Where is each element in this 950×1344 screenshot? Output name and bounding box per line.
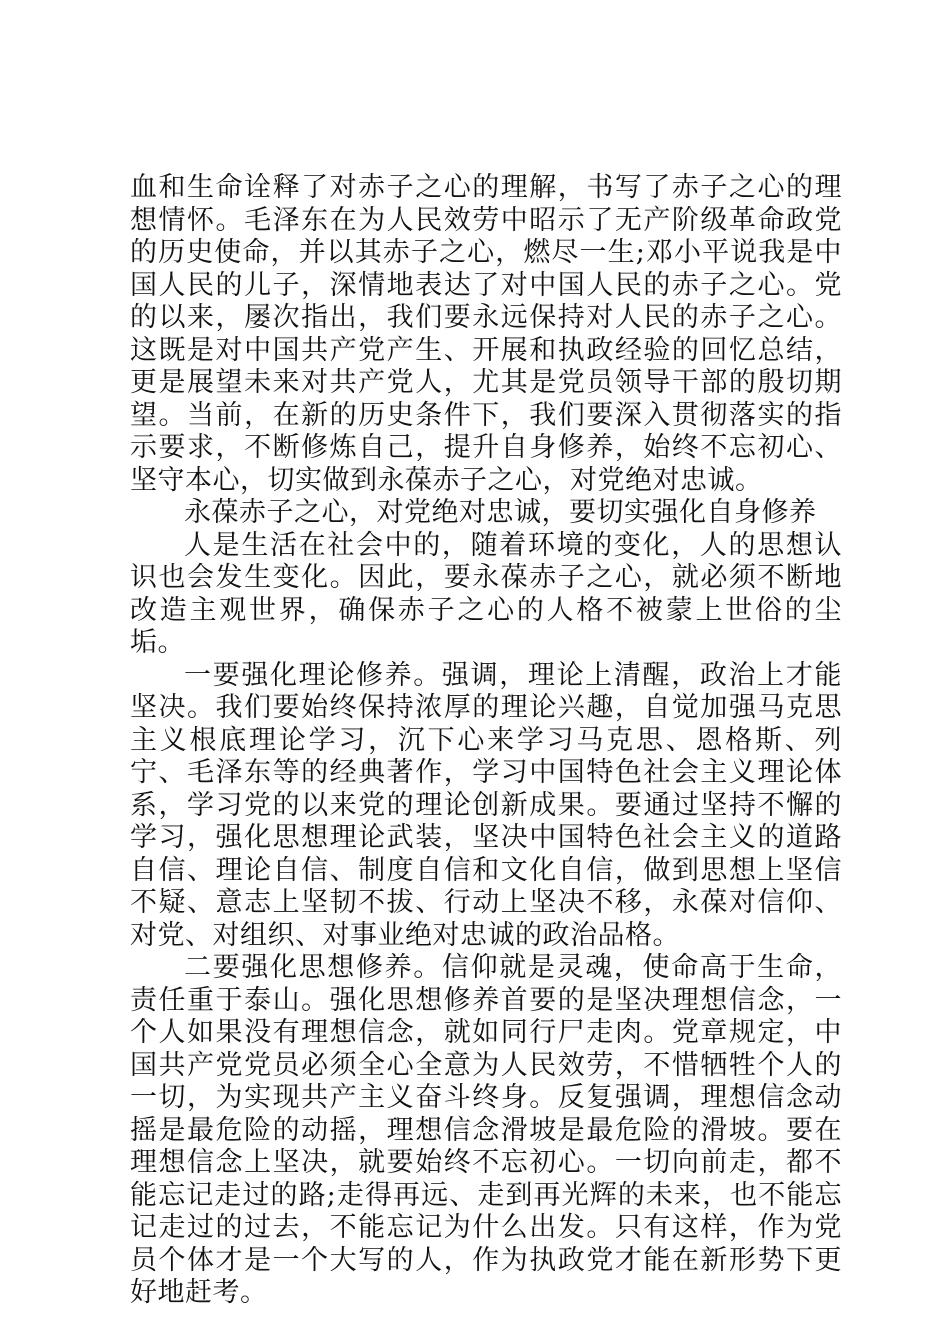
document-body (130, 172, 842, 1310)
paragraph-theory-cultivation: 一要强化理论修养。强调，理论上清醒，政治上才能坚决。我们要始终保持浓厚的理论兴趣，自觉加强马克思主义根底理论学习，沉下心来学习马克思、恩格斯、列宁、毛泽东等的经典著作，学习中国特色社会主义理论体系，学习党的以来党的理论创新成果。要通过坚持不懈的学习，强化思想理论武装，坚决中国特色社会主义的道路自信、理论自信、制度自信和文化自信，做到思想上坚信不疑、意志上坚韧不拔、行动上坚决不移，永葆对信仰、对党、对组织、对事业绝对忠诚的政治品格。 (130, 659, 842, 951)
paragraph-thought-cultivation: 二要强化思想修养。信仰就是灵魂，使命高于生命，责任重于泰山。强化思想修养首要的是坚决理想信念，一个人如果没有理想信念，就如同行尸走肉。党章规定，中国共产党党员必须全心全意为人民效劳，不惜牺牲个人的一切，为实现共产主义奋斗终身。反复强调，理想信念动摇是最危险的动摇，理想信念滑坡是最危险的滑坡。要在理想信念上坚决，就要始终不忘初心。一切向前走，都不能忘记走过的路;走得再远、走到再光辉的未来，也不能忘记走过的过去，不能忘记为什么出发。只有这样，作为党员个体才是一个大写的人，作为执政党才能在新形势下更好地赶考。 (130, 952, 842, 1308)
paragraph-intro: 人是生活在社会中的，随着环境的变化，人的思想认识也会发生变化。因此，要永葆赤子之心，就必须不断地改造主观世界，确保赤子之心的人格不被蒙上世俗的尘垢。 (130, 529, 842, 658)
section-heading: 永葆赤子之心，对党绝对忠诚，要切实强化自身修养 (184, 497, 817, 528)
paragraph-continuation: 血和生命诠释了对赤子之心的理解，书写了赤子之心的理想情怀。毛泽东在为人民效劳中昭示了无产阶级革命政党的历史使命，并以其赤子之心，燃尽一生;邓小平说我是中国人民的儿子，深情地表达了对中国人民的赤子之心。党的以来，屡次指出，我们要永远保持对人民的赤子之心。这既是对中国共产党产生、开展和执政经验的回忆总结，更是展望未来对共产党人，尤其是党员领导干部的殷切期望。当前，在新的历史条件下，我们要深入贯彻落实的指示要求，不断修炼自己，提升自身修养，始终不忘初心、坚守本心，切实做到永葆赤子之心，对党绝对忠诚。 (130, 172, 842, 496)
